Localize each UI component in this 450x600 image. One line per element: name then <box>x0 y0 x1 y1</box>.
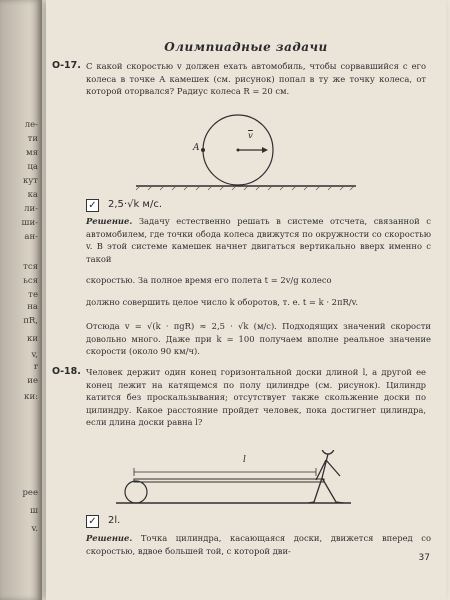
page-number: 37 <box>418 553 430 563</box>
cylinder-circle <box>125 481 147 503</box>
left-fragment: r <box>33 362 38 372</box>
velocity-arrowhead <box>262 147 268 153</box>
problem-text: С какой скоростью v должен ехать автомобиль, чтобы сорвавшийся с его колеса в точке A камешек (см. рисунок) попал в ту же точку колеса, от которой оторвался? Радиус колеса R = 20 см. <box>86 61 426 96</box>
wheel-figure <box>126 110 356 195</box>
solution-formula-line: скоростью. За полное время его полета t = 2v/g колесо <box>86 275 332 285</box>
answer-check-icon: ✓ <box>86 515 99 528</box>
point-a-dot <box>201 148 205 152</box>
answer-value: 2,5·√k м/с. <box>108 199 163 210</box>
problem-number: О-17. <box>52 60 81 71</box>
left-fragment: v. <box>31 524 38 534</box>
left-fragment: на <box>27 302 38 312</box>
left-fragment: ца <box>27 162 38 172</box>
left-fragment: ие <box>27 376 38 386</box>
problem-text: Человек держит один конец горизонтальной доски длиной l, а другой ее конец лежит на катящемся по полу цилиндре (см. рисунок). Цилиндр катится без проскальзывания; отсутствует также скольжение доски по цилиндру. Какое расстояние пройдет человек, пока достигнет цилиндра, если длина доски равна l? <box>86 367 426 427</box>
solution-paragraph <box>86 215 431 265</box>
answer-check-icon: ✓ <box>86 199 99 212</box>
board-rect <box>134 479 324 482</box>
page-header: Олимпиадные задачи <box>164 40 328 54</box>
left-fragment: ле- <box>24 120 38 130</box>
answer-value: 2l. <box>108 515 121 526</box>
solution-text: Точка цилиндра, касающаяся доски, движется вперед со скоростью, вдвое большей той, с которой дви- <box>86 533 431 556</box>
left-fragment: ши- <box>21 218 38 228</box>
problem-number: О-18. <box>52 366 81 377</box>
solution-label: Решение. <box>86 216 133 226</box>
solution-text: Задачу естественно решать в системе отсчета, связанной с автомобилем, где точки обода колеса движутся по окружности со скоростью v. В этой системе камешек начнет двигаться вертикально вверх именно с такой <box>86 216 431 264</box>
left-fragment: πR, <box>23 316 38 326</box>
left-fragment: ш <box>30 506 38 516</box>
solution-conclusion: Отсюда v = √(k · πgR) ≈ 2,5 · √k (м/с). Подходящих значений скорости довольно много. Даже при k = 100 получаем вполне реальное значение скорости (около 90 км/ч). <box>86 321 431 356</box>
left-fragment: ан- <box>24 232 38 242</box>
left-fragment: тся <box>23 262 38 272</box>
left-fragment: кут <box>22 176 38 186</box>
point-label: A <box>193 143 200 153</box>
vector-label: $\overline{v}$ <box>248 131 253 141</box>
solution-formula-line: должно совершить целое число k оборотов, т. е. t = k · 2πR/v. <box>86 297 359 307</box>
length-label: l <box>243 455 246 465</box>
left-fragment: ки <box>27 334 38 344</box>
left-fragment: v, <box>31 350 38 360</box>
board-cylinder-figure <box>116 450 356 510</box>
left-fragment: ти <box>27 134 38 144</box>
book-page <box>46 0 446 600</box>
solution-paragraph <box>86 532 431 557</box>
left-fragment: ка <box>27 190 38 200</box>
left-fragment: ься <box>23 276 38 286</box>
left-fragment: мя <box>26 148 38 158</box>
left-fragment: ли- <box>24 204 38 214</box>
left-fragment: те <box>28 290 38 300</box>
left-fragment: ки: <box>24 392 38 402</box>
left-page-edge <box>0 0 42 600</box>
person-figure <box>308 450 344 503</box>
solution-label: Решение. <box>86 533 133 543</box>
left-fragment: рее <box>22 488 38 498</box>
